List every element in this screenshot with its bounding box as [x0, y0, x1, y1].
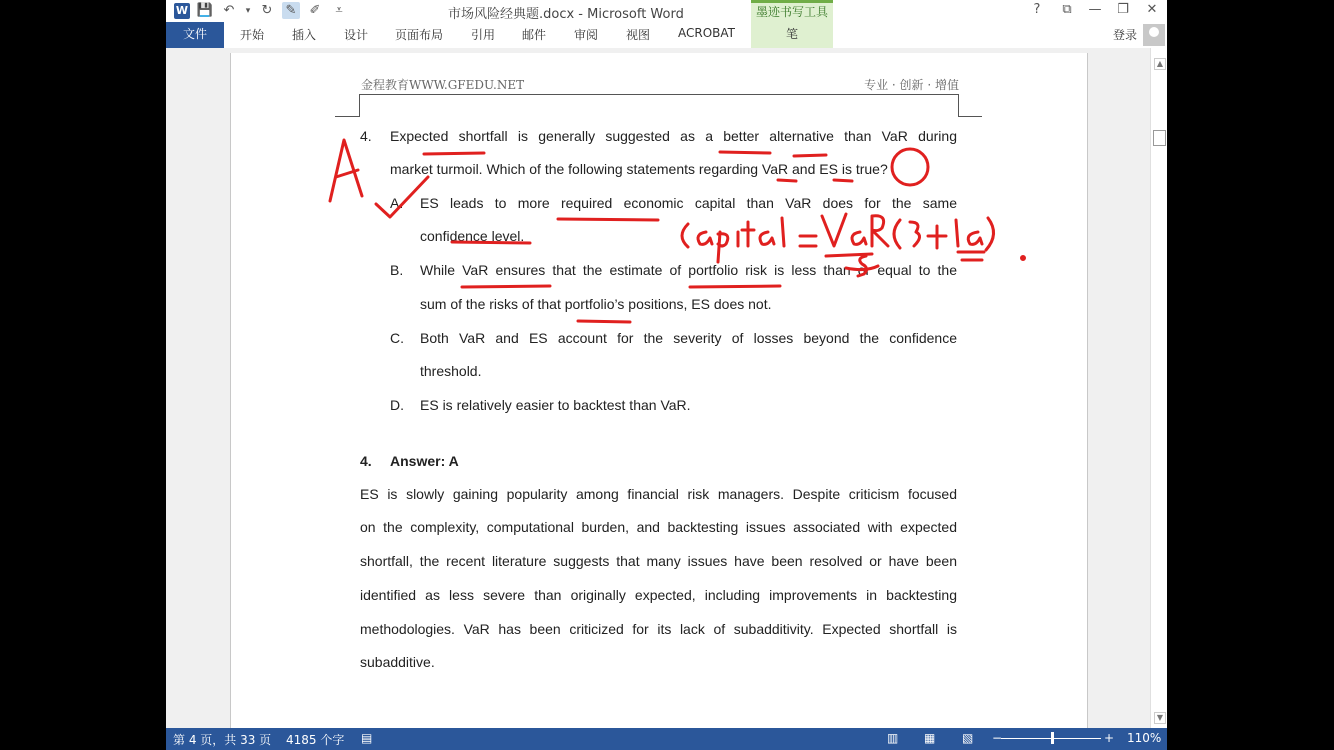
document-title: 市场风险经典题.docx - Microsoft Word [448, 7, 684, 22]
header-right-text: 专业 · 创新 · 增值 [864, 78, 959, 92]
answer-number: 4. [360, 453, 372, 469]
option-line: confidence level. [420, 228, 525, 244]
tab-pen[interactable]: 笔 [751, 22, 833, 48]
scroll-down-icon[interactable]: ▼ [1154, 712, 1166, 724]
option-line: threshold. [420, 363, 482, 379]
document-area [166, 48, 1150, 728]
answer-line: on the complexity, computational burden, and backtesting issues associated with expected [360, 519, 957, 535]
proofing-icon[interactable]: ▤ [361, 731, 373, 745]
sign-in-link[interactable]: 登录 [1113, 28, 1138, 42]
web-layout-icon[interactable]: ▧ [962, 731, 974, 745]
tab-mailings[interactable]: 邮件 [522, 28, 547, 42]
tab-design[interactable]: 设计 [344, 28, 369, 42]
question-number: 4. [360, 128, 372, 144]
option-letter: D. [390, 397, 404, 413]
undo-dropdown-icon[interactable]: ▾ [245, 5, 251, 16]
zoom-level[interactable]: 110% [1127, 731, 1162, 745]
answer-line: identified as less severe than originally expected, including improvements in backtesting [360, 587, 957, 603]
answer-line: methodologies. VaR has been criticized for its lack of subadditivity. Expected shortfall is [360, 621, 957, 637]
word-count[interactable]: 4185 个字 [286, 733, 345, 747]
answer-title: Answer: A [390, 453, 459, 469]
tab-home[interactable]: 开始 [240, 28, 265, 42]
zoom-out-button[interactable]: − [992, 731, 1003, 745]
header-rule-left [335, 116, 359, 117]
tab-acrobat[interactable]: ACROBAT [678, 26, 735, 40]
tab-file[interactable]: 文件 [166, 22, 224, 48]
tab-insert[interactable]: 插入 [292, 28, 317, 42]
option-line: sum of the risks of that portfolio’s positions, ES does not. [420, 296, 772, 312]
save-icon[interactable]: 💾 [196, 3, 214, 18]
question-line: Expected shortfall is generally suggested as a better alternative than VaR during [390, 128, 957, 144]
answer-line: shortfall, the recent literature suggests that many issues have been resolved or have been [360, 553, 957, 569]
quick-access-toolbar [174, 2, 348, 19]
avatar[interactable] [1143, 24, 1165, 46]
eraser-icon[interactable]: ✐ [309, 3, 321, 18]
ribbon-tabs [166, 22, 1167, 48]
header-left-text: 金程教育WWW.GFEDU.NET [361, 78, 525, 92]
zoom-slider-knob[interactable] [1051, 732, 1054, 744]
help-icon[interactable]: ? [1033, 2, 1041, 17]
word-app-icon[interactable]: W [175, 4, 189, 17]
answer-line: ES is slowly gaining popularity among financial risk managers. Despite criticism focused [360, 486, 957, 502]
title-bar [166, 0, 1167, 22]
page-count[interactable]: 第 4 页，共 33 页 [173, 733, 272, 747]
option-letter: C. [390, 330, 404, 346]
scroll-thumb[interactable] [1153, 130, 1166, 146]
minimize-button[interactable]: — [1088, 2, 1102, 17]
tab-references[interactable]: 引用 [471, 28, 496, 42]
header-rule-right [958, 116, 982, 117]
read-mode-icon[interactable]: ▥ [887, 731, 899, 745]
ribbon-display-icon[interactable]: ⧉ [1062, 2, 1072, 17]
document-page[interactable] [230, 53, 1088, 743]
option-line: Both VaR and ES account for the severity of losses beyond the confidence [420, 330, 957, 346]
answer-line: subadditive. [360, 654, 435, 670]
vertical-scrollbar[interactable] [1150, 48, 1167, 728]
scroll-up-icon[interactable]: ▲ [1154, 58, 1166, 70]
header-border [359, 94, 959, 117]
print-layout-icon[interactable]: ▦ [924, 731, 936, 745]
pen-icon[interactable]: ✎ [282, 2, 300, 19]
maximize-button[interactable]: ❐ [1117, 2, 1129, 17]
zoom-in-button[interactable]: + [1104, 731, 1115, 745]
redo-icon[interactable]: ↻ [261, 3, 273, 18]
close-button[interactable]: ✕ [1146, 2, 1158, 17]
tab-review[interactable]: 审阅 [574, 28, 599, 42]
status-bar [166, 728, 1167, 750]
customize-toolbar-icon[interactable]: ⩡ [335, 3, 343, 18]
tab-view[interactable]: 视图 [626, 28, 651, 42]
option-letter: A. [390, 195, 404, 211]
option-letter: B. [390, 262, 404, 278]
option-line: ES leads to more required economic capital than VaR does for the same [420, 195, 957, 211]
option-line: ES is relatively easier to backtest than VaR. [420, 397, 691, 413]
question-line: market turmoil. Which of the following statements regarding VaR and ES is true? [390, 161, 888, 177]
option-line: While VaR ensures that the estimate of portfolio risk is less than or equal to the [420, 262, 957, 278]
tab-page-layout[interactable]: 页面布局 [395, 28, 444, 42]
undo-icon[interactable]: ↶ [223, 3, 235, 18]
ink-tools-header: 墨迹书写工具 [751, 0, 833, 22]
word-window [166, 0, 1167, 750]
